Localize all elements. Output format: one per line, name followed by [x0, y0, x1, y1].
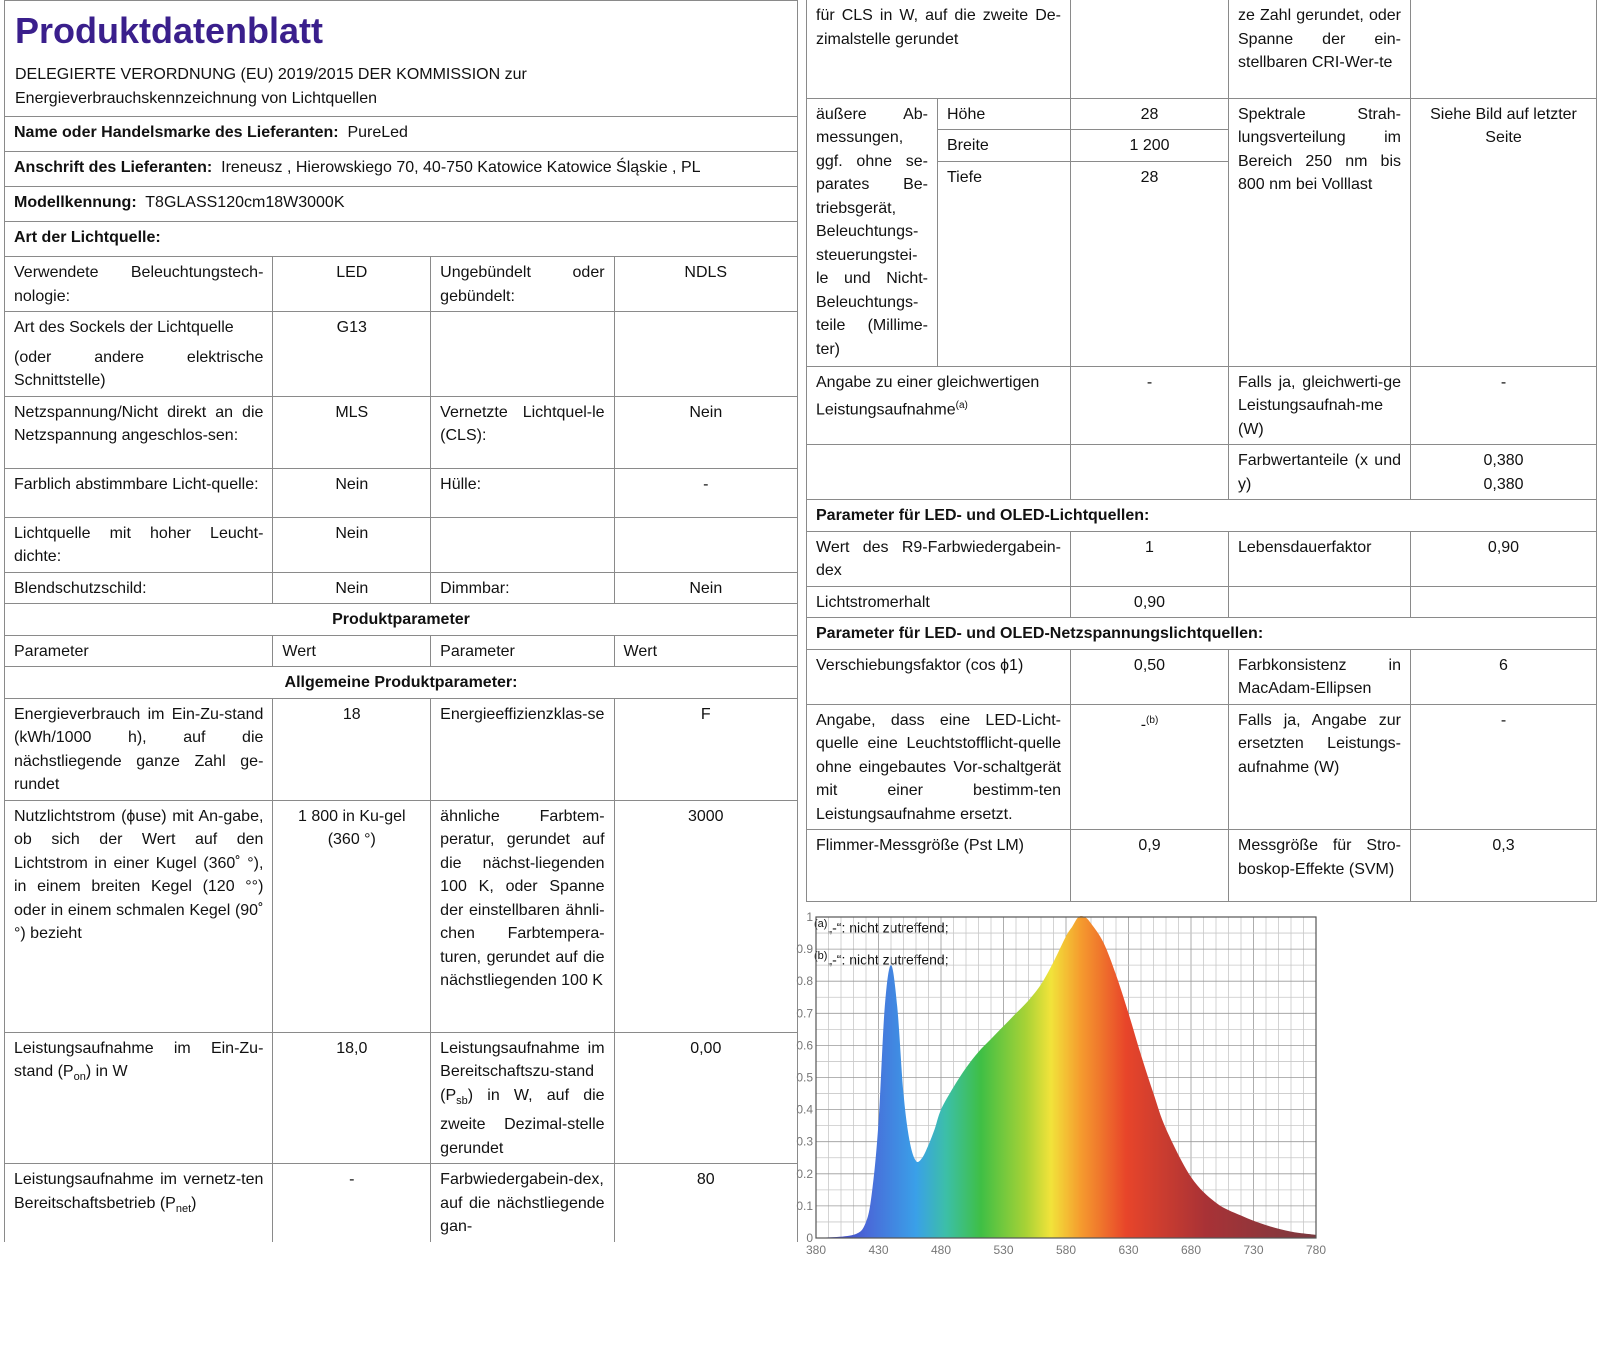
param-value: F	[614, 698, 797, 800]
table-row	[5, 698, 798, 800]
table-row	[807, 586, 1597, 618]
param-value: 18	[273, 698, 431, 800]
y-tick-label: 0.2	[796, 1166, 813, 1181]
param-value: 0,50	[1071, 649, 1229, 704]
x-tick-label: 480	[930, 1243, 952, 1257]
table-row	[5, 572, 798, 604]
footnote-ref: (a)	[955, 400, 968, 411]
table-row	[5, 1164, 798, 1242]
y-tick-label: 0.3	[796, 1134, 813, 1149]
param-label	[1229, 586, 1411, 618]
replace-value-text: -	[1140, 715, 1147, 733]
y-tick-label: 0.1	[796, 1198, 813, 1213]
param-label: Blendschutzschild:	[5, 572, 273, 604]
right-column	[806, 0, 1596, 973]
chroma-y-value: 0,380	[1483, 475, 1524, 493]
param-value: 6	[1411, 649, 1597, 704]
model-value: T8GLASS120cm18W3000K	[145, 194, 345, 211]
spectral-value: Siehe Bild auf letzter Seite	[1411, 98, 1597, 366]
param-value: -	[1411, 704, 1597, 830]
regulation-line-1: DELEGIERTE VERORDNUNG (EU) 2019/2015 DER KOMMISSION zur	[15, 66, 527, 83]
param-value	[1411, 586, 1597, 618]
page-title: Produktdatenblatt	[15, 10, 324, 51]
param-label: Verwendete Beleuchtungstech-nologie:	[5, 257, 273, 312]
footnote-text: „-“: nicht zutreffend;	[827, 919, 949, 936]
param-label	[431, 312, 614, 397]
dimensions-label: äußere Ab-messungen, ggf. ohne se-parates Be-triebsgerät, Beleuchtungs-steuerungstei-le und Nicht-Beleuchtungs-teile (Millime-ter)	[807, 98, 938, 366]
supplier-name-row	[5, 117, 798, 152]
param-value	[1411, 0, 1597, 98]
param-value: 1	[1071, 531, 1229, 586]
table-row	[807, 366, 1597, 445]
footnote-ref: (b)	[1146, 714, 1159, 726]
param-label: Lichtquelle mit hoher Leucht-dichte:	[5, 517, 273, 572]
column-header-value: Wert	[273, 635, 431, 667]
param-label: Lebensdauerfaktor	[1229, 531, 1411, 586]
table-row	[807, 704, 1597, 830]
param-value: -	[1071, 366, 1229, 445]
table-row	[5, 312, 798, 397]
chroma-x-value: 0,380	[1483, 452, 1524, 469]
param-value: 3000	[614, 800, 797, 1032]
footnote-mark: (b)	[814, 949, 828, 962]
param-value: -	[614, 468, 797, 517]
table-row	[5, 517, 798, 572]
spectral-label: Spektrale Strah-lungsverteilung im Bereich 250 nm bis 800 nm bei Volllast	[1229, 98, 1411, 366]
y-tick-label: 0.9	[796, 942, 813, 957]
column-header-param: Parameter	[5, 635, 273, 667]
param-label: ähnliche Farbtem-peratur, gerundet auf die nächst-liegenden 100 K, oder Spanne der einstellbaren ähnli-chen Farbtempera-turen, gerundet auf die nächstliegenden 100 K	[431, 800, 614, 1032]
label-part: Leistungsaufnahme im Bereitschaftszu-stand (P	[440, 1039, 605, 1104]
datasheet-table-right	[806, 0, 1597, 902]
supplier-name-label: Name oder Handelsmarke des Lieferanten:	[14, 124, 339, 141]
param-value: Nein	[273, 468, 431, 517]
y-tick-label: 0.5	[796, 1070, 813, 1085]
param-value: 0,90	[1071, 586, 1229, 618]
label-part: )	[191, 1194, 197, 1212]
table-row	[807, 445, 1597, 500]
general-params-heading: Allgemeine Produktparameter:	[5, 667, 798, 699]
param-label: Farbwertanteile (x und y)	[1229, 445, 1411, 500]
table-row	[807, 830, 1597, 902]
param-label: Lichtstromerhalt	[807, 586, 1071, 618]
dimension-name: Höhe	[938, 98, 1071, 130]
x-tick-label: 380	[805, 1243, 827, 1257]
column-header-param: Parameter	[431, 635, 614, 667]
param-value	[614, 312, 797, 397]
param-value: 0,90	[1411, 531, 1597, 586]
param-value	[1071, 445, 1229, 500]
param-value: NDLS	[614, 257, 797, 312]
supplier-address-row	[5, 152, 798, 187]
param-value: LED	[273, 257, 431, 312]
label-part: Leistungsaufnahme im vernetz-ten Bereitschaftsbetrieb (P	[14, 1171, 264, 1212]
param-label: Messgröße für Stro-boskop-Effekte (SVM)	[1229, 830, 1411, 902]
x-tick-label: 680	[1180, 1243, 1202, 1257]
x-tick-label: 630	[1118, 1243, 1139, 1257]
y-tick-labels	[796, 910, 813, 1245]
param-label: Hülle:	[431, 468, 614, 517]
param-label: Wert des R9-Farbwiedergabein-dex	[807, 531, 1071, 586]
param-label: Farblich abstimmbare Licht-quelle:	[5, 468, 273, 517]
param-label: Falls ja, Angabe zur ersetzten Leistungs-aufnahme (W)	[1229, 704, 1411, 830]
param-value: 18,0	[273, 1032, 431, 1164]
model-row	[5, 187, 798, 222]
param-label: Netzspannung/Nicht direkt an die Netzspannung angeschlos-sen:	[5, 396, 273, 468]
param-value	[1071, 704, 1229, 830]
param-label	[807, 445, 1071, 500]
x-tick-labels	[806, 1243, 1326, 1257]
param-value	[1411, 445, 1597, 500]
model-label: Modellkennung:	[14, 194, 137, 211]
label-subscript: net	[175, 1202, 192, 1215]
param-value	[1071, 0, 1229, 98]
y-tick-label: 0.7	[796, 1006, 813, 1021]
y-tick-label: 0	[806, 1231, 813, 1245]
param-label: Energieverbrauch im Ein-Zu-stand (kWh/1000 h), auf die nächstliegende ganze Zahl ge-rundet	[5, 698, 273, 800]
param-value: -	[273, 1164, 431, 1242]
param-value	[614, 517, 797, 572]
table-row	[807, 531, 1597, 586]
x-tick-label: 530	[993, 1243, 1014, 1257]
param-value: Nein	[273, 517, 431, 572]
param-label	[5, 1032, 273, 1164]
regulation-text	[15, 63, 788, 111]
footnote-mark: (a)	[814, 918, 828, 930]
header-cell	[5, 1, 798, 117]
label-subscript: sb	[456, 1094, 468, 1107]
x-tick-label: 430	[868, 1243, 889, 1257]
param-label: Verschiebungsfaktor (cos ϕ1)	[807, 649, 1071, 704]
y-tick-label: 0.6	[796, 1038, 813, 1053]
param-label: Farbwiedergabein-dex, auf die nächstliegende gan-	[431, 1164, 614, 1242]
param-label	[5, 1164, 273, 1242]
table-row	[5, 257, 798, 312]
socket-sublabel: (oder andere elektrische Schnittstelle)	[14, 348, 264, 389]
y-tick-label: 1	[806, 910, 813, 924]
param-label	[431, 517, 614, 572]
table-row	[5, 396, 798, 468]
param-label: ze Zahl gerundet, oder Spanne der ein-stellbaren CRI-Wer-te	[1229, 0, 1411, 98]
param-label: Falls ja, gleichwerti-ge Leistungsaufnah-me (W)	[1229, 366, 1411, 445]
equiv-label-text: Angabe zu einer gleichwertigen Leistungsaufnahme	[816, 373, 1040, 419]
param-value: Nein	[614, 572, 797, 604]
led-params-heading: Parameter für LED- und OLED-Lichtquellen:	[807, 500, 1597, 532]
left-column	[4, 0, 798, 1242]
dimension-name: Breite	[938, 130, 1071, 162]
label-part: ) in W	[85, 1063, 128, 1080]
datasheet-table-left	[4, 0, 798, 1242]
dimension-value: 28	[1071, 98, 1229, 130]
regulation-line-2: Energieverbrauchskennzeichnung von Lichtquellen	[15, 90, 378, 107]
param-label: für CLS in W, auf die zweite De-zimalstelle gerundet	[807, 0, 1071, 98]
supplier-address-label: Anschrift des Lieferanten:	[14, 159, 213, 176]
supplier-name-value: PureLed	[347, 124, 408, 141]
table-row	[5, 1032, 798, 1164]
label-part: ) in W, auf die zweite Dezimal-stelle gerundet	[440, 1086, 605, 1157]
light-source-heading: Art der Lichtquelle:	[5, 222, 798, 257]
param-value: Nein	[273, 572, 431, 604]
param-label: Ungebündelt oder gebündelt:	[431, 257, 614, 312]
column-header-value: Wert	[614, 635, 797, 667]
table-row	[5, 468, 798, 517]
param-label	[5, 312, 273, 397]
param-value: 80	[614, 1164, 797, 1242]
param-label: Angabe, dass eine LED-Licht-quelle eine Leuchtstofflicht-quelle ohne eingebautes Vor-schaltgerät mit einer bestimm-ten Leistungsaufnahme ersetzt.	[807, 704, 1071, 830]
label-part: Leistungsaufnahme im Ein-Zu-stand (P	[14, 1039, 264, 1080]
dimension-name: Tiefe	[938, 161, 1071, 366]
dimension-value: 1 200	[1071, 130, 1229, 162]
socket-label: Art des Sockels der Lichtquelle	[14, 319, 234, 336]
table-row	[5, 800, 798, 1032]
x-tick-label: 780	[1305, 1243, 1327, 1257]
y-tick-label: 0.4	[796, 1102, 813, 1117]
param-label: Vernetzte Lichtquel-le (CLS):	[431, 396, 614, 468]
table-header-row	[5, 635, 798, 667]
table-row	[807, 98, 1597, 130]
product-params-heading: Produktparameter	[5, 604, 798, 636]
param-label: Dimmbar:	[431, 572, 614, 604]
dimension-value: 28	[1071, 161, 1229, 366]
param-value: 0,00	[614, 1032, 797, 1164]
param-value: MLS	[273, 396, 431, 468]
y-tick-label: 0.8	[796, 974, 813, 989]
param-value: G13	[273, 312, 431, 397]
table-row	[807, 649, 1597, 704]
param-value: -	[1411, 366, 1597, 445]
x-tick-label: 730	[1243, 1243, 1264, 1257]
param-label	[807, 366, 1071, 445]
param-label: Farbkonsistenz in MacAdam-Ellipsen	[1229, 649, 1411, 704]
x-tick-label: 580	[1055, 1243, 1077, 1257]
mains-params-heading: Parameter für LED- und OLED-Netzspannungslichtquellen:	[807, 618, 1597, 650]
param-value: 1 800 in Ku-gel (360 °)	[273, 800, 431, 1032]
param-label	[431, 1032, 614, 1164]
table-row	[807, 0, 1597, 98]
footnote-text: „-“: nicht zutreffend;	[827, 951, 949, 968]
param-value: 0,3	[1411, 830, 1597, 902]
param-value: 0,9	[1071, 830, 1229, 902]
label-subscript: on	[73, 1071, 86, 1084]
param-value: Nein	[614, 396, 797, 468]
param-label: Energieeffizienzklas-se	[431, 698, 614, 800]
supplier-address-value: Ireneusz , Hierowskiego 70, 40-750 Katowice Katowice Śląskie , PL	[221, 159, 701, 176]
param-label: Flimmer-Messgröße (Pst LM)	[807, 830, 1071, 902]
param-label: Nutzlichtstrom (ϕuse) mit An-gabe, ob sich der Wert auf den Lichtstrom in einer Kugel (360˚ °), in einem breiten Kegel (120 °°) oder in einem schmalen Kegel (90˚ °) bezieht	[5, 800, 273, 1032]
